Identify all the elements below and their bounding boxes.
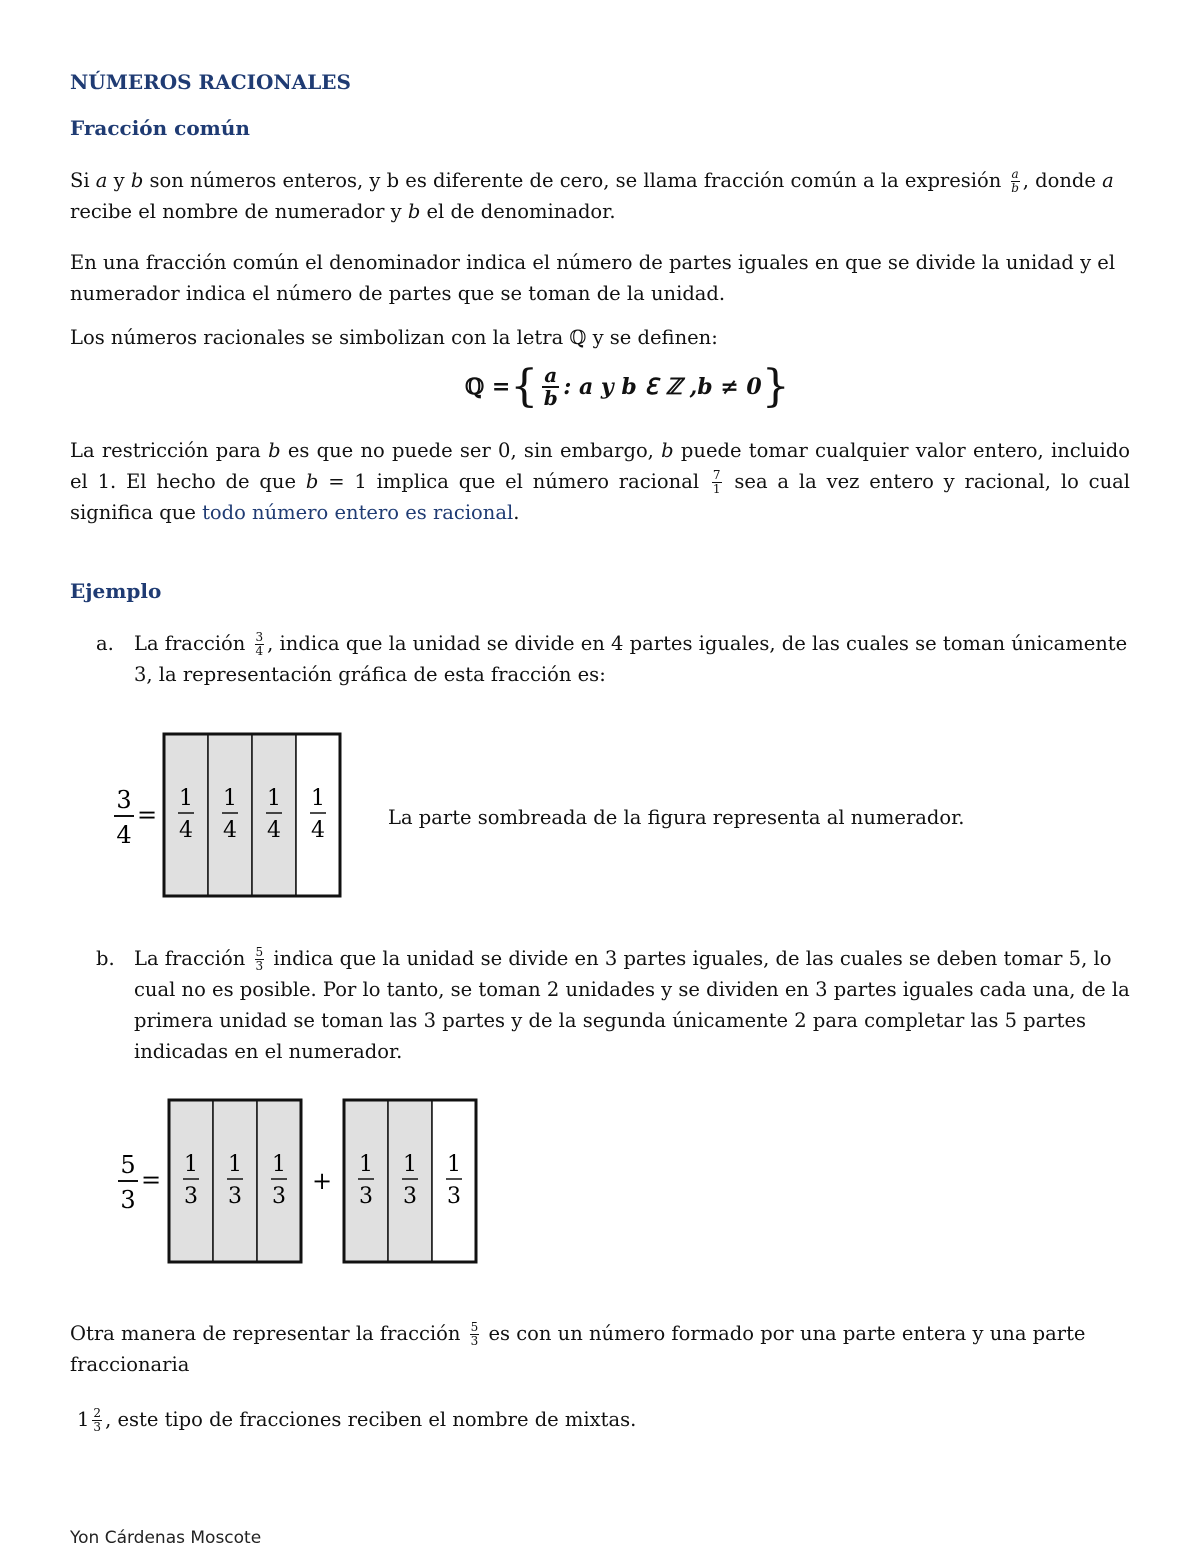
inline-fraction-5-3: $\frac{5}{3}$: [255, 945, 264, 973]
inline-fraction-a-b: $\frac{a}{b}$: [1011, 167, 1019, 195]
list-item-a: a. La fracción $\frac{3}{4}$ , indica que la unidad se divide en 4 partes iguales, de las cuales se toman únicamente 3, la representación gráfica de esta fracción es:: [96, 630, 1128, 686]
list-label: b.: [96, 947, 115, 970]
figure-a-equals: =: [136, 801, 158, 829]
figure-b-equals: =: [140, 1166, 162, 1194]
figure-b-box1-cell-2-numerator: 1: [228, 1152, 242, 1177]
figure-b-box2-cell-1-numerator: 1: [359, 1152, 373, 1177]
figure-b-box2-cell-1: [344, 1100, 388, 1262]
figure-b-lhs-denominator: 3: [120, 1186, 136, 1214]
figure-a-cell-4: [296, 734, 340, 896]
paragraph-rational-symbol: Los números racionales se simbolizan con la letra ℚ y se definen:: [70, 326, 718, 349]
paragraph-mixed-intro: Otra manera de representar la fracción $\frac{5}{3}$ es con un número formado por una parte entera y una parte fraccionaria: [70, 1320, 1086, 1376]
figure-a-cell-3-numerator: 1: [267, 786, 281, 811]
figure-b-box1-cell-1-numerator: 1: [184, 1152, 198, 1177]
figure-b-box2-cell-1-denominator: 3: [359, 1184, 373, 1209]
section-heading-ejemplo: Ejemplo: [70, 579, 162, 603]
figure-b-box1-cell-3-numerator: 1: [272, 1152, 286, 1177]
rational-set-definition: ℚ = { a b : a y b ℇ ℤ ,b ≠ 0 }: [465, 361, 790, 412]
figure-b-box1-cell-1-denominator: 3: [184, 1184, 198, 1209]
figure-b-box1-cell-1: [169, 1100, 213, 1262]
figure-b-box1-cell-2: [213, 1100, 257, 1262]
figure-b-lhs-numerator: 5: [120, 1151, 136, 1179]
figure-a-caption: La parte sombreada de la figura representa al numerador.: [388, 806, 965, 829]
highlight-statement: todo número entero es racional: [202, 501, 514, 524]
list-item-b: b. La fracción $\frac{5}{3}$ indica que la unidad se divide en 3 partes iguales, de las cuales se deben tomar 5, lo cual no es posible. Por lo tanto, se toman 2 unidades y se dividen en 3 partes iguales cada una, de la primera unidad se toman las 3 partes y de la segunda únicamente 2 para completar las 5 partes indicadas en el numerador.: [96, 945, 1130, 1063]
section-heading-fraccion-comun: Fracción común: [70, 116, 250, 140]
inline-fraction-2-3: $\frac{2}{3}$: [93, 1406, 102, 1434]
figure-a-cell-1-denominator: 4: [179, 818, 193, 843]
figure-a-lhs-denominator: 4: [116, 821, 132, 849]
figure-b-box2-cell-2-denominator: 3: [403, 1184, 417, 1209]
figure-b-box2-cell-3: [432, 1100, 476, 1262]
figure-five-thirds: [105, 1090, 485, 1270]
inline-fraction-3-4: $\frac{3}{4}$: [255, 630, 264, 658]
figure-b-box2-cell-3-denominator: 3: [447, 1184, 461, 1209]
inline-fraction-7-1: $\frac{7}{1}$: [712, 468, 721, 496]
figure-a-cell-4-numerator: 1: [311, 786, 325, 811]
figure-b-box2-cell-2: [388, 1100, 432, 1262]
paragraph-definition: Si a y b son números enteros, y b es diferente de cero, se llama fracción común a la expresión $\frac{a}{b}$ , donde a recibe el nombre de numerador y b el de denominador.: [70, 167, 1114, 223]
inline-fraction-5-3-b: $\frac{5}{3}$: [470, 1320, 479, 1348]
figure-a-cell-2: [208, 734, 252, 896]
figure-a-cell-1-numerator: 1: [179, 786, 193, 811]
figure-b-box2-cell-2-numerator: 1: [403, 1152, 417, 1177]
figure-a-lhs-numerator: 3: [116, 786, 132, 814]
figure-a-cell-3: [252, 734, 296, 896]
page-title: NÚMEROS RACIONALES: [70, 70, 351, 94]
figure-a-cell-3-denominator: 4: [267, 818, 281, 843]
list-label: a.: [96, 632, 114, 655]
figure-three-quarters: [100, 725, 360, 905]
figure-a-cell-2-denominator: 4: [223, 818, 237, 843]
figure-b-box2-cell-3-numerator: 1: [447, 1152, 461, 1177]
figure-b-box1-cell-2-denominator: 3: [228, 1184, 242, 1209]
paragraph-denominator-meaning: En una fracción común el denominador indica el número de partes iguales en que se divide la unidad y el numerador indica el número de partes que se toman de la unidad.: [70, 251, 1116, 305]
figure-a-cell-4-denominator: 4: [311, 818, 325, 843]
paragraph-mixed-number: 1 $\frac{2}{3}$ , este tipo de fracciones reciben el nombre de mixtas.: [77, 1406, 637, 1434]
mixed-whole: 1: [77, 1408, 90, 1431]
figure-a-cell-2-numerator: 1: [223, 786, 237, 811]
paragraph-restriction: La restricción para b es que no puede ser 0, sin embargo, b puede tomar cualquier valor entero, incluido el 1. El hecho de que b = 1 implica que el número racional $\frac{7}{1}$ sea a la vez entero y racional, lo cual significa que todo número entero es racional.: [70, 439, 1130, 524]
figure-a-cell-1: [164, 734, 208, 896]
figure-b-box1-cell-3-denominator: 3: [272, 1184, 286, 1209]
figure-b-box1-cell-3: [257, 1100, 301, 1262]
figure-b-plus: +: [311, 1167, 333, 1195]
footer-author: Yon Cárdenas Moscote: [70, 1528, 262, 1548]
